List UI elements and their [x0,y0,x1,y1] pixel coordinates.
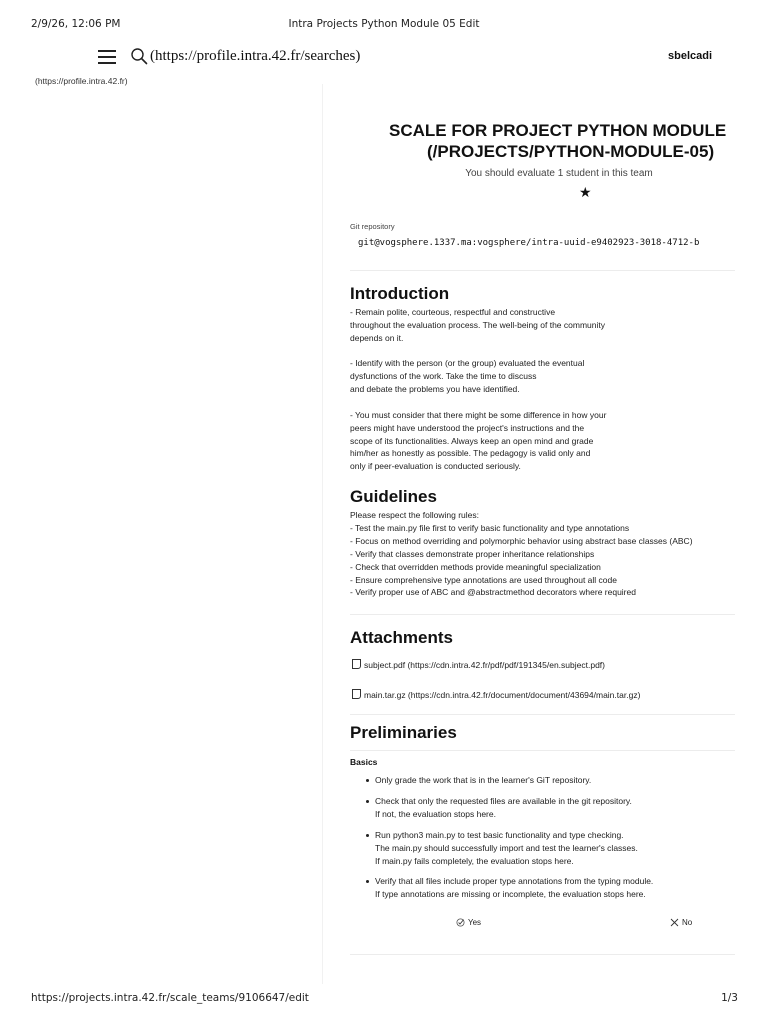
text-line: throughout the evaluation process. The well-being of the community [350,319,605,330]
introduction-paragraph-1 [350,306,650,344]
attachment-link[interactable]: main.tar.gz (https://cdn.intra.42.fr/document/document/43694/main.tar.gz) [364,690,641,700]
no-label: No [682,918,693,927]
scale-title-line1: SCALE FOR PROJECT PYTHON MODULE [389,121,727,140]
preliminaries-list [375,774,705,909]
attachments-heading: Attachments [350,628,453,647]
text-line: Verify that all files include proper type annotations from the typing module. [375,876,654,887]
text-line: - Remain polite, courteous, respectful and constructive [350,307,556,317]
divider [350,750,735,751]
print-page-title: Intra Projects Python Module 05 Edit [288,18,480,30]
check-icon [456,918,465,927]
profile-home-link[interactable]: (https://profile.intra.42.fr) [35,76,128,86]
list-item [375,774,705,787]
file-icon [352,659,361,669]
divider [350,614,735,615]
text-line: and debate the problems you have identified. [350,383,520,394]
search-link[interactable]: (https://profile.intra.42.fr/searches) [150,48,361,64]
guideline-line: - Focus on method overriding and polymorphic behavior using abstract base classes (ABC) [350,535,693,546]
text-line: - You must consider that there might be some difference in how your [350,410,607,420]
user-login-button[interactable]: sbelcadi [668,50,713,62]
yes-button[interactable] [456,918,481,927]
text-line: scope of its functionalities. Always keep an open mind and grade [350,435,594,446]
preliminaries-heading: Preliminaries [350,723,457,742]
print-page-number: 1/3 [721,992,738,1004]
scale-title-project-link[interactable]: (/PROJECTS/PYTHON-MODULE-05) [427,142,715,161]
print-url: https://projects.intra.42.fr/scale_teams/9106647/edit [31,992,309,1004]
guideline-line: - Verify proper use of ABC and @abstractmethod decorators where required [350,587,636,598]
text-line: The main.py should successfully import and test the learner's classes. [375,842,638,853]
list-item [375,795,705,821]
scale-content-panel [322,84,735,984]
guideline-line: - Ensure comprehensive type annotations are used throughout all code [350,574,617,585]
guideline-line: Please respect the following rules: [350,510,479,520]
print-footer [0,992,768,1006]
star-icon: ★ [579,184,592,200]
guideline-line: - Check that overridden methods provide meaningful specialization [350,561,601,572]
text-line: - Identify with the person (or the group) evaluated the eventual [350,358,585,368]
print-header [0,18,768,34]
no-button[interactable] [670,918,692,927]
x-icon [670,918,679,927]
list-item [375,829,705,868]
file-icon [352,689,361,699]
text-line: If not, the evaluation stops here. [375,808,496,819]
text-line: dysfunctions of the work. Take the time to discuss [350,370,537,381]
text-line: him/her as honestly as possible. The pedagogy is valid only and [350,448,591,459]
text-line: Check that only the requested files are available in the git repository. [375,795,632,806]
attachment-main-tar[interactable] [352,689,640,700]
top-navbar [0,44,768,74]
text-line: If type annotations are missing or incomplete, the evaluation stops here. [375,889,646,900]
list-item [375,875,705,901]
divider [350,954,735,955]
divider [350,270,735,271]
divider [350,714,735,715]
search-icon[interactable] [130,47,148,65]
introduction-paragraph-3 [350,409,650,473]
introduction-heading: Introduction [350,284,450,303]
text-line: Run python3 main.py to test basic functionality and type checking. [375,829,624,840]
guidelines-list [350,509,735,599]
print-datetime: 2/9/26, 12:06 PM [31,18,121,30]
hamburger-menu-icon[interactable] [98,50,116,64]
evaluation-note: You should evaluate 1 student in this team [465,168,653,179]
text-line: If main.py fails completely, the evaluation stops here. [375,855,574,866]
text-line: peers might have understood the project's instructions and the [350,422,585,433]
guidelines-heading: Guidelines [350,487,437,506]
yes-label: Yes [468,918,482,927]
attachment-subject-pdf[interactable] [352,659,605,670]
guideline-line: - Test the main.py file first to verify basic functionality and type annotations [350,522,630,533]
guideline-line: - Verify that classes demonstrate proper inheritance relationships [350,548,595,559]
text-line: depends on it. [350,332,404,343]
text-line: Only grade the work that is in the learner's GiT repository. [375,775,592,785]
text-line: only if peer-evaluation is conducted seriously. [350,461,521,472]
basics-subheading: Basics [350,757,378,767]
git-repository-url[interactable]: git@vogsphere.1337.ma:vogsphere/intra-uuid-e9402923-3018-4712-b [358,238,700,248]
introduction-paragraph-2 [350,357,650,395]
git-repository-label: Git repository [350,222,395,231]
attachment-link[interactable]: subject.pdf (https://cdn.intra.42.fr/pdf/pdf/191345/en.subject.pdf) [364,660,605,670]
